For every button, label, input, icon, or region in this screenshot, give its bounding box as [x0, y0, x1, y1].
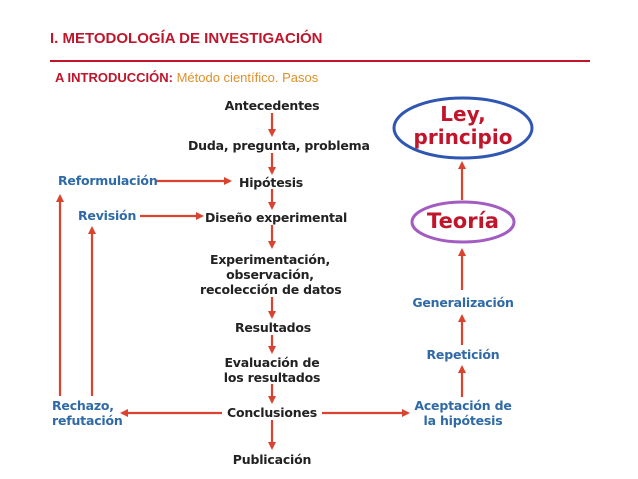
label-rechazo-line-1: Rechazo,	[52, 398, 114, 413]
label-repeticion: Repetición	[426, 347, 500, 362]
label-aceptacion-line-1: Aceptación de	[414, 398, 512, 413]
label-rechazo-refutacion	[52, 398, 123, 428]
page-title: I. METODOLOGÍA DE INVESTIGACIÓN	[50, 30, 323, 47]
step-diseno-experimental: Diseño experimental	[205, 210, 348, 225]
subtitle-key: A INTRODUCCIÓN:	[55, 70, 173, 85]
label-ley-principio	[400, 103, 526, 149]
label-rechazo-line-2: refutación	[52, 413, 123, 428]
step-experimentacion-line-1: Experimentación,	[209, 252, 331, 267]
step-conclusiones: Conclusiones	[227, 405, 317, 420]
step-duda-pregunta-problema: Duda, pregunta, problema	[188, 138, 370, 153]
label-generalizacion: Generalización	[412, 295, 514, 310]
label-revision: Revisión	[78, 208, 137, 223]
step-evaluacion-line-2: los resultados	[223, 370, 321, 385]
label-reformulacion: Reformulación	[58, 173, 158, 188]
step-resultados: Resultados	[234, 320, 312, 335]
step-evaluacion	[222, 355, 322, 385]
label-aceptacion-hipotesis	[410, 398, 516, 428]
label-teoria: Teoría	[427, 209, 499, 233]
step-experimentacion	[200, 252, 340, 297]
step-publicacion: Publicación	[232, 452, 312, 467]
label-ley-line-1: Ley,	[440, 102, 486, 126]
step-experimentacion-line-2: observación,	[226, 267, 314, 282]
subtitle-value: Método científico. Pasos	[176, 70, 319, 85]
step-antecedentes: Antecedentes	[224, 98, 320, 113]
label-ley-line-2: principio	[413, 125, 513, 149]
step-evaluacion-line-1: Evaluación de	[224, 355, 320, 370]
step-hipotesis: Hipótesis	[238, 175, 304, 190]
step-experimentacion-line-3: recolección de datos	[200, 282, 342, 297]
label-aceptacion-line-2: la hipótesis	[423, 413, 503, 428]
